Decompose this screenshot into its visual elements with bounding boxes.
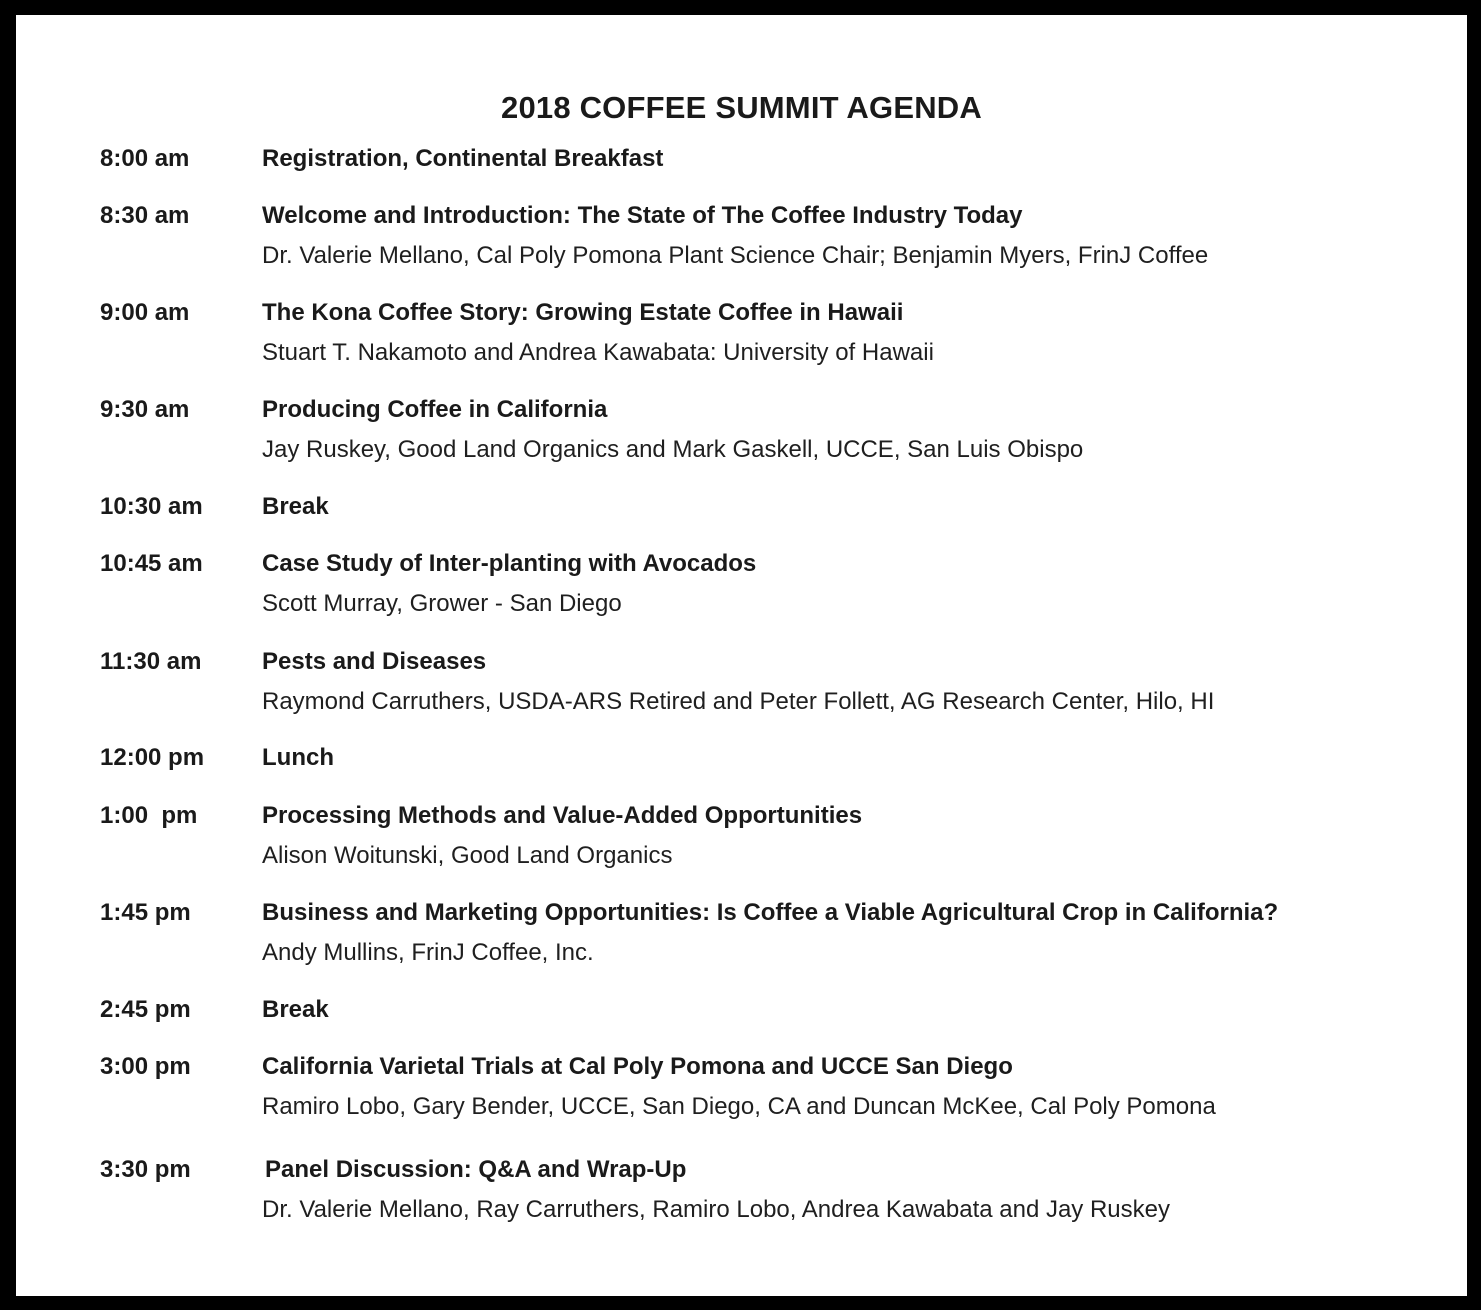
agenda-time: 8:00 am [100, 145, 190, 172]
agenda-speakers: Stuart T. Nakamoto and Andrea Kawabata: University of Hawaii [262, 339, 934, 366]
agenda-speakers: Alison Woitunski, Good Land Organics [262, 842, 673, 869]
agenda-session: Pests and Diseases [262, 648, 487, 675]
agenda-session: Business and Marketing Opportunities: Is Coffee a Viable Agricultural Crop in California? [262, 899, 1279, 926]
agenda-session: Registration, Continental Breakfast [262, 145, 664, 172]
agenda-time: 9:00 am [100, 299, 190, 326]
agenda-session: Processing Methods and Value-Added Opportunities [262, 802, 863, 829]
agenda-session: Producing Coffee in California [262, 396, 608, 423]
agenda-time: 3:00 pm [100, 1053, 191, 1080]
agenda-session: Break [262, 996, 329, 1023]
agenda-session: Welcome and Introduction: The State of The Coffee Industry Today [262, 202, 1023, 229]
agenda-session: Case Study of Inter-planting with Avocados [262, 550, 757, 577]
agenda-speakers: Dr. Valerie Mellano, Cal Poly Pomona Plant Science Chair; Benjamin Myers, FrinJ Coffee [262, 242, 1209, 269]
agenda-time: 3:30 pm [100, 1156, 191, 1183]
agenda-time: 8:30 am [100, 202, 190, 229]
agenda-time: 10:45 am [100, 550, 203, 577]
agenda-page [16, 15, 1467, 1296]
agenda-session: The Kona Coffee Story: Growing Estate Coffee in Hawaii [262, 299, 904, 326]
agenda-time: 12:00 pm [100, 744, 205, 771]
agenda-speakers: Dr. Valerie Mellano, Ray Carruthers, Ramiro Lobo, Andrea Kawabata and Jay Ruskey [262, 1196, 1171, 1223]
agenda-time: 9:30 am [100, 396, 190, 423]
agenda-speakers: Jay Ruskey, Good Land Organics and Mark Gaskell, UCCE, San Luis Obispo [262, 436, 1084, 463]
agenda-session: Lunch [262, 744, 334, 771]
agenda-session: Panel Discussion: Q&A and Wrap-Up [265, 1156, 687, 1183]
agenda-speakers: Raymond Carruthers, USDA-ARS Retired and Peter Follett, AG Research Center, Hilo, HI [262, 688, 1215, 715]
agenda-session: California Varietal Trials at Cal Poly Pomona and UCCE San Diego [262, 1053, 1013, 1080]
agenda-time: 1:45 pm [100, 899, 191, 926]
agenda-time: 11:30 am [100, 648, 202, 675]
page-title: 2018 COFFEE SUMMIT AGENDA [501, 90, 982, 125]
agenda-time: 1:00 pm [100, 802, 198, 829]
agenda-time: 10:30 am [100, 493, 203, 520]
agenda-session: Break [262, 493, 329, 520]
agenda-speakers: Ramiro Lobo, Gary Bender, UCCE, San Diego, CA and Duncan McKee, Cal Poly Pomona [262, 1093, 1216, 1120]
agenda-speakers: Scott Murray, Grower - San Diego [262, 590, 622, 617]
agenda-speakers: Andy Mullins, FrinJ Coffee, Inc. [262, 939, 594, 966]
agenda-time: 2:45 pm [100, 996, 191, 1023]
